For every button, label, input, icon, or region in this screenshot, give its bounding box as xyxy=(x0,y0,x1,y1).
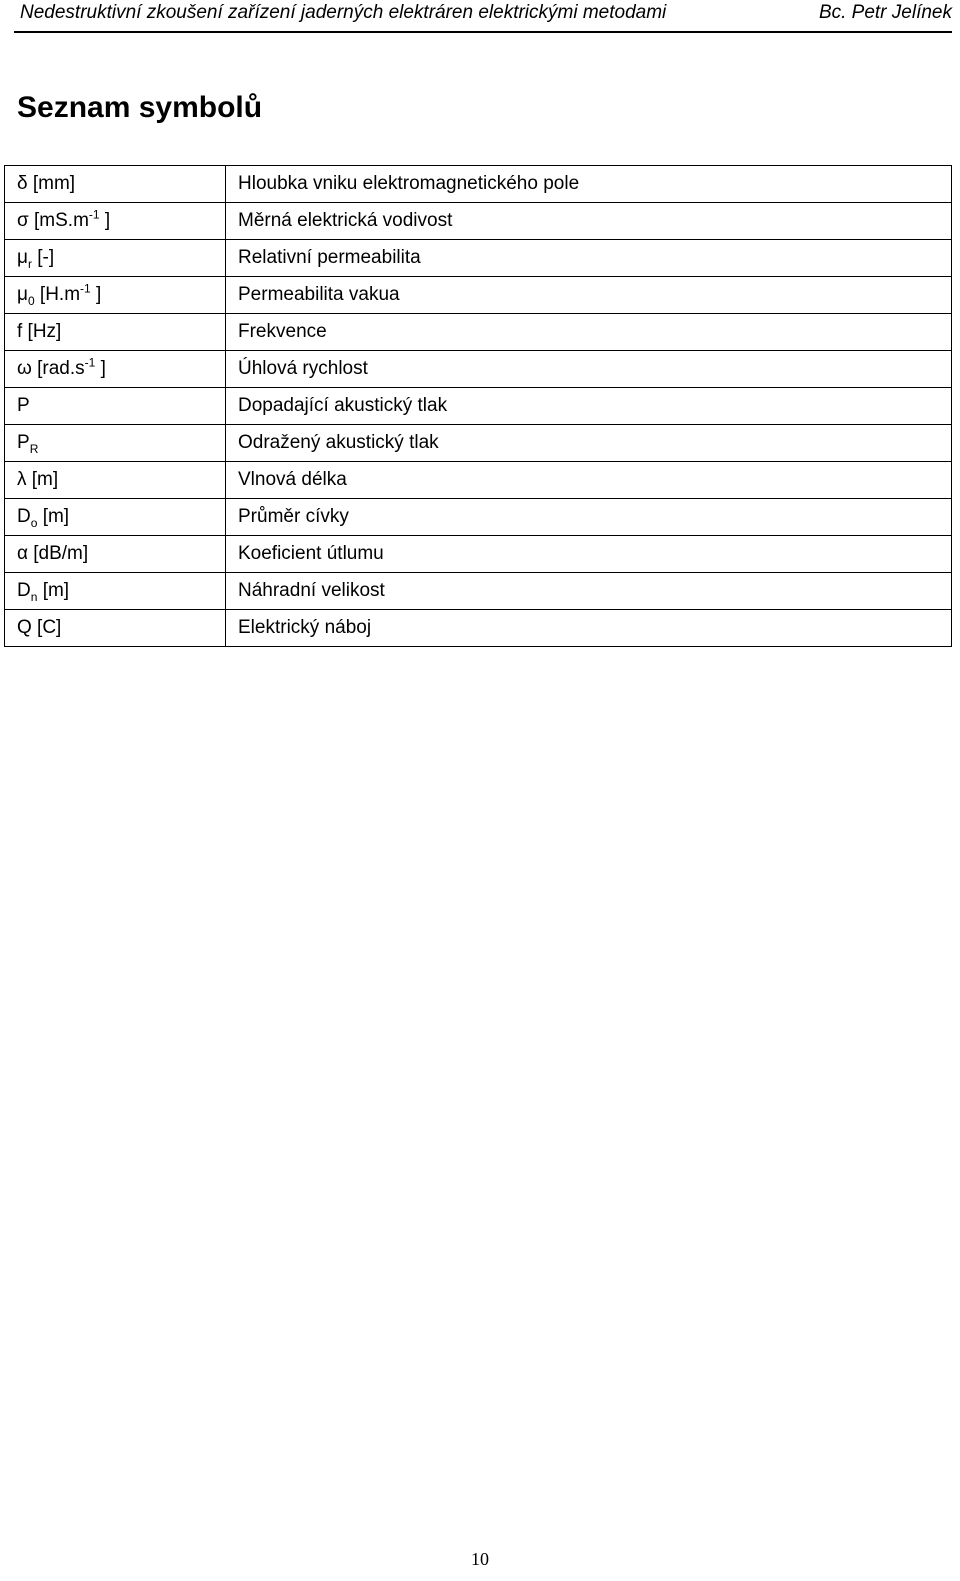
table-row xyxy=(5,499,952,536)
table-row xyxy=(5,166,952,203)
description-cell: Úhlová rychlost xyxy=(226,351,952,388)
description-cell: Dopadající akustický tlak xyxy=(226,388,952,425)
table-row xyxy=(5,536,952,573)
symbol-char: f xyxy=(17,321,23,342)
symbol-char: μ xyxy=(17,247,28,268)
symbol-char: σ xyxy=(17,210,29,231)
symbol-cell xyxy=(5,240,226,277)
table-row xyxy=(5,388,952,425)
symbol-subscript: R xyxy=(29,441,39,456)
symbol-unit-close: ] xyxy=(95,358,106,379)
description-cell: Náhradní velikost xyxy=(226,573,952,610)
symbol-cell xyxy=(5,499,226,536)
symbol-char: α xyxy=(17,543,28,564)
symbol-char: D xyxy=(17,506,31,527)
description-cell: Průměr cívky xyxy=(226,499,952,536)
symbol-cell xyxy=(5,351,226,388)
symbol-char: λ xyxy=(17,469,27,490)
description-cell: Frekvence xyxy=(226,314,952,351)
page-title: Seznam symbolů xyxy=(17,91,263,124)
symbol-unit: [mm] xyxy=(27,173,76,194)
table-row xyxy=(5,277,952,314)
symbol-char: P xyxy=(17,395,30,416)
symbol-subscript: o xyxy=(30,515,38,530)
symbol-unit: [H.m xyxy=(34,284,81,305)
table-row xyxy=(5,314,952,351)
table-row xyxy=(5,610,952,647)
symbol-cell xyxy=(5,536,226,573)
description-cell: Odražený akustický tlak xyxy=(226,425,952,462)
symbol-subscript: 0 xyxy=(27,293,35,308)
symbol-char: Q xyxy=(17,617,32,638)
symbols-table-body xyxy=(5,166,952,647)
table-row xyxy=(5,573,952,610)
table-row xyxy=(5,240,952,277)
symbol-superscript: -1 xyxy=(80,281,91,296)
table-row xyxy=(5,425,952,462)
description-cell: Permeabilita vakua xyxy=(226,277,952,314)
symbol-unit: [m] xyxy=(26,469,59,490)
symbol-subscript: r xyxy=(27,256,32,271)
symbol-char: ω xyxy=(17,358,32,379)
header-document-title: Nedestruktivní zkoušení zařízení jaderných elektráren elektrickými metodami xyxy=(20,2,667,23)
symbol-superscript: -1 xyxy=(84,355,96,370)
symbol-cell xyxy=(5,462,226,499)
symbol-cell xyxy=(5,203,226,240)
symbol-unit: [mS.m xyxy=(28,210,89,231)
symbol-subscript: n xyxy=(30,589,38,604)
symbol-unit-close: ] xyxy=(99,210,111,231)
table-row xyxy=(5,351,952,388)
symbol-unit: [dB/m] xyxy=(27,543,89,564)
symbol-char: P xyxy=(17,432,30,453)
description-cell: Koeficient útlumu xyxy=(226,536,952,573)
symbol-cell xyxy=(5,314,226,351)
symbol-superscript: -1 xyxy=(88,207,100,222)
symbol-cell xyxy=(5,425,226,462)
symbol-unit: [Hz] xyxy=(22,321,62,342)
symbol-unit-close: ] xyxy=(90,284,102,305)
running-header xyxy=(14,0,952,33)
description-cell: Vlnová délka xyxy=(226,462,952,499)
symbol-cell xyxy=(5,388,226,425)
symbol-unit: [m] xyxy=(37,580,70,601)
symbol-unit: [C] xyxy=(31,617,62,638)
symbol-char: D xyxy=(17,580,31,601)
symbol-unit: [m] xyxy=(37,506,70,527)
symbol-char: δ xyxy=(17,173,28,194)
page-number: 10 xyxy=(471,1549,489,1569)
description-cell: Hloubka vniku elektromagnetického pole xyxy=(226,166,952,203)
symbol-unit: [-] xyxy=(31,247,55,268)
symbols-table xyxy=(4,165,952,647)
table-row xyxy=(5,462,952,499)
header-author: Bc. Petr Jelínek xyxy=(818,2,952,23)
symbol-cell xyxy=(5,166,226,203)
description-cell: Elektrický náboj xyxy=(226,610,952,647)
symbol-cell xyxy=(5,610,226,647)
symbol-unit: [rad.s xyxy=(31,358,85,379)
description-cell: Relativní permeabilita xyxy=(226,240,952,277)
table-row xyxy=(5,203,952,240)
symbol-cell xyxy=(5,573,226,610)
symbol-cell xyxy=(5,277,226,314)
symbol-char: μ xyxy=(17,284,28,305)
description-cell: Měrná elektrická vodivost xyxy=(226,203,952,240)
